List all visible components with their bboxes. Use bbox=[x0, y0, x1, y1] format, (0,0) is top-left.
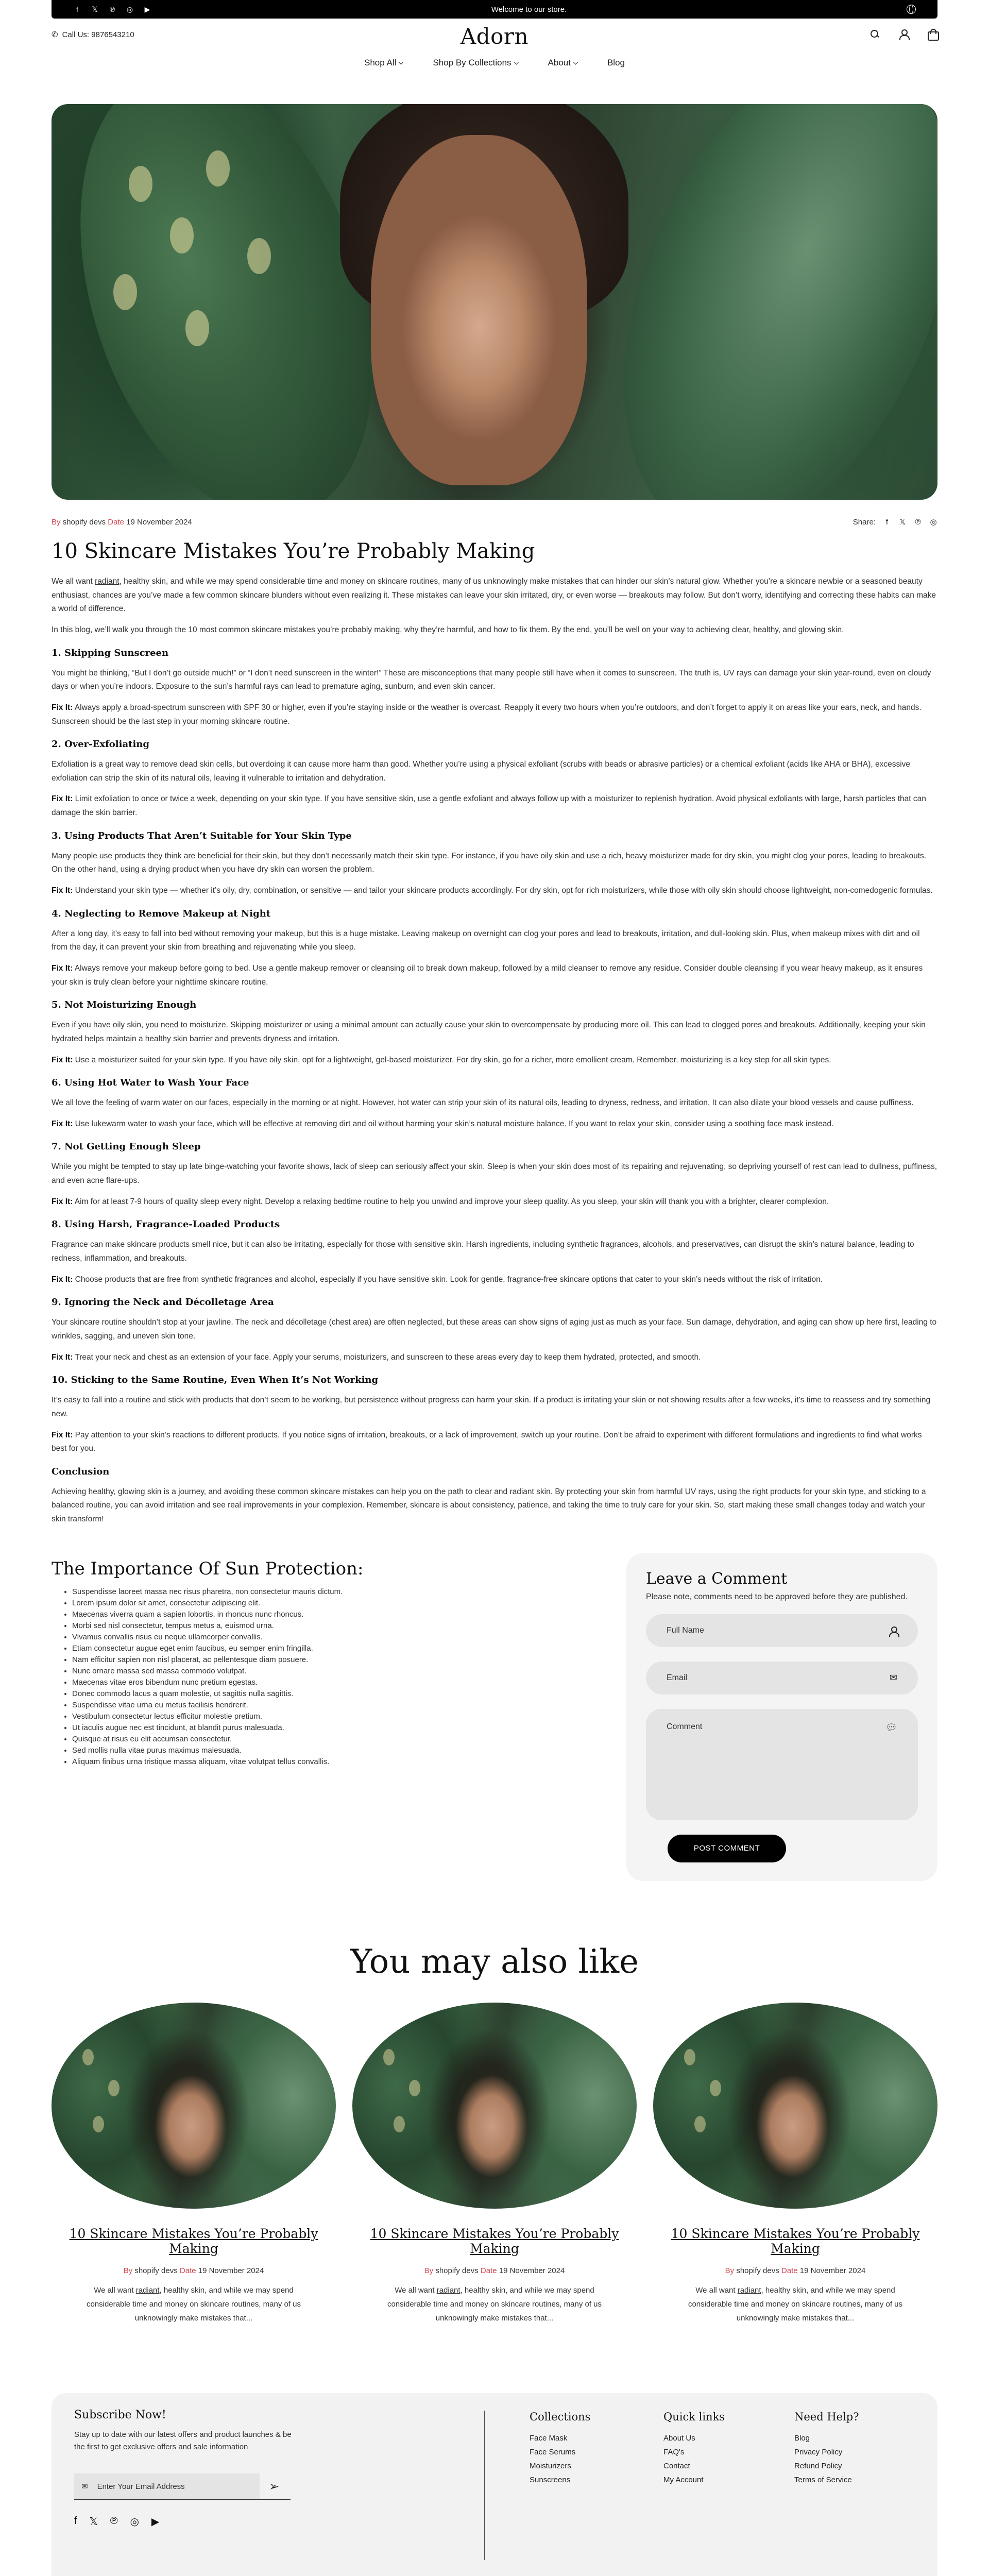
nav-label: Shop By Collections bbox=[433, 58, 511, 67]
store-logo[interactable]: Adorn bbox=[460, 24, 529, 49]
date-label: Date bbox=[179, 2266, 196, 2275]
section-body: Fragrance can make skincare products smell nice, but it can also be irritating, especially for those with sensitive skin. Harsh ingredients, including synthetic fragrances, alcohols, and preservatives, can disrupt the skin’s natural balance, leading to redness, inflammation, and breakouts. bbox=[52, 1240, 914, 1263]
comment-form-title: Leave a Comment bbox=[646, 1569, 788, 1588]
section-heading: 7. Not Getting Enough Sleep bbox=[52, 1141, 201, 1153]
section-heading: 9. Ignoring the Neck and Décolletage Area bbox=[52, 1297, 274, 1308]
fix-label: Fix It: bbox=[52, 1197, 73, 1206]
footer-link[interactable]: Sunscreens bbox=[530, 2475, 571, 2484]
section-fix bbox=[52, 701, 937, 728]
section-heading: 1. Skipping Sunscreen bbox=[52, 647, 169, 658]
post-meta bbox=[653, 2266, 937, 2275]
call-us[interactable] bbox=[52, 30, 134, 39]
share-links bbox=[853, 517, 937, 527]
section-heading: 2. Over-Exfoliating bbox=[52, 739, 149, 750]
instagram-icon[interactable]: ◎ bbox=[126, 5, 133, 13]
subscribe-text: Stay up to date with our latest offers and product launches & be the first to get exclusive offers and sale information bbox=[74, 2430, 292, 2451]
section-heading: 4. Neglecting to Remove Makeup at Night bbox=[52, 908, 271, 919]
radiant-link[interactable]: radiant bbox=[95, 577, 120, 586]
leaf-hole bbox=[113, 274, 137, 310]
post-excerpt bbox=[674, 2283, 917, 2325]
footer-link[interactable]: Face Mask bbox=[530, 2433, 568, 2443]
section-fix bbox=[52, 1117, 937, 1131]
mail-icon: ✉ bbox=[81, 2482, 88, 2492]
facebook-icon[interactable]: f bbox=[885, 517, 889, 527]
collections-title: Collections bbox=[530, 2410, 591, 2423]
excerpt-text: We all want bbox=[94, 2285, 136, 2295]
search-icon[interactable] bbox=[869, 29, 880, 39]
section-body: While you might be tempted to stay up late binge-watching your favorite shows, lack of sleep can seriously affect your skin. Sleep is when your skin does most of its repairing and rejuvenating, so depriving yourself of rest can lead to dullness, puffiness, and even acne flare-ups. bbox=[52, 1162, 937, 1185]
full-name-field[interactable] bbox=[646, 1614, 918, 1647]
leaf-hole bbox=[129, 166, 152, 202]
date-label: Date bbox=[480, 2266, 497, 2275]
chat-bubble-icon: 💬︎ bbox=[885, 1722, 897, 1733]
x-icon[interactable]: 𝕏 bbox=[899, 518, 906, 527]
footer-link[interactable]: Privacy Policy bbox=[794, 2447, 843, 2456]
footer-link[interactable]: Blog bbox=[794, 2433, 810, 2443]
section-body: You might be thinking, “But I don’t go outside much!” or “I don’t need sunscreen in the winter!” These are misconceptions that many people still have when it comes to sunscreen. The truth is, UV rays can damage your skin year-round, even on cloudy days or when you’re indoors. Exposure to the sun’s harmful rays can lead to premature aging, sunburn, and even skin cancer. bbox=[52, 668, 931, 691]
announcement-bar bbox=[52, 0, 937, 19]
fix-text: Understand your skin type — whether it’s oily, dry, combination, or sensitive — and tailor your skincare products accordingly. For dry skin, opt for rich moisturizers, while those with oily skin should choose lightweight, non-comedogenic formulas. bbox=[75, 886, 933, 895]
account-icon[interactable] bbox=[898, 29, 909, 39]
leaf-hole bbox=[383, 2049, 395, 2065]
pinterest-icon[interactable]: ℗ bbox=[109, 5, 115, 13]
footer-link[interactable]: Terms of Service bbox=[794, 2475, 852, 2484]
section-heading: 5. Not Moisturizing Enough bbox=[52, 999, 197, 1011]
instagram-icon[interactable]: ◎ bbox=[130, 2516, 139, 2528]
sun-protection-list bbox=[52, 1586, 582, 1768]
article-intro-2: In this blog, we’ll walk you through the 10 most common skincare mistakes you’re probably making, why they’re harmful, and how to fix them. By the end, you’ll be well on your way to achieving clear, healthy, and glowing skin. bbox=[52, 625, 844, 634]
section-heading: 10. Sticking to the Same Routine, Even When It’s Not Working bbox=[52, 1375, 379, 1386]
section-heading: 6. Using Hot Water to Wash Your Face bbox=[52, 1077, 249, 1089]
author-name: shopify devs bbox=[134, 2266, 178, 2275]
subscribe-title: Subscribe Now! bbox=[74, 2408, 166, 2421]
post-excerpt bbox=[373, 2283, 616, 2325]
post-title[interactable]: 10 Skincare Mistakes You’re Probably Making bbox=[69, 2226, 318, 2256]
mail-icon: ✉ bbox=[889, 1672, 897, 1683]
leaf-hole bbox=[108, 2080, 120, 2096]
email-field[interactable] bbox=[646, 1662, 918, 1694]
list-item: • Maecenas viverra quam a sapien lobortis, in rhoncus nunc rhoncus. bbox=[72, 1609, 582, 1620]
author-name: shopify devs bbox=[62, 517, 106, 527]
section-body: It’s easy to fall into a routine and stick with products that don’t seem to be working, but persistence without progress can harm your skin. If a product is irritating your skin or not showing results after a few weeks, it’s time to reassess and try something new. bbox=[52, 1396, 931, 1418]
fix-text: Use lukewarm water to wash your face, which will be effective at removing dirt and oil without harming your skin’s natural moisture balance. If you want to relax your skin, consider using a soothing face mask instead. bbox=[75, 1119, 834, 1128]
fix-label: Fix It: bbox=[52, 1275, 73, 1284]
site-footer bbox=[52, 2393, 937, 2576]
by-label: By bbox=[52, 517, 61, 527]
fix-label: Fix It: bbox=[52, 794, 73, 804]
fix-label: Fix It: bbox=[52, 1352, 73, 1362]
leaf-hole bbox=[247, 238, 271, 274]
fix-text: Always remove your makeup before going to bed. Use a gentle makeup remover or cleansing oil to break down makeup, followed by a mild cleanser to remove any residue. Consider double cleansing if you wear heavy makeup, as it ensures your skin is truly clean before your nighttime skincare routine. bbox=[52, 963, 923, 987]
x-icon[interactable]: 𝕏 bbox=[92, 5, 98, 13]
footer-collections bbox=[530, 2411, 590, 2487]
section-fix bbox=[52, 1195, 937, 1209]
user-icon bbox=[888, 1626, 897, 1635]
related-posts bbox=[52, 2003, 937, 2325]
author-name: shopify devs bbox=[736, 2266, 779, 2275]
list-item: • Nunc ornare massa sed massa commodo volutpat. bbox=[72, 1666, 582, 1677]
excerpt-text: We all want bbox=[695, 2285, 738, 2295]
by-label: By bbox=[424, 2266, 434, 2275]
date-label: Date bbox=[781, 2266, 798, 2275]
email-placeholder: Email bbox=[667, 1673, 688, 1682]
youtube-icon[interactable]: ▶ bbox=[144, 5, 150, 13]
list-item: • Nam efficitur sapien non nisl placerat, ac pellentesque diam posuere. bbox=[72, 1654, 582, 1666]
post-excerpt bbox=[72, 2283, 315, 2325]
excerpt-text: , healthy skin, and while we may spend considerable time and money on skincare routines, many of us unknowingly make mistakes that... bbox=[387, 2285, 602, 2323]
quick-links-title: Quick links bbox=[663, 2410, 725, 2423]
list-item: • Suspendisse vitae urna eu metus facilisis hendrerit. bbox=[72, 1700, 582, 1711]
list-item: • Sed mollis nulla vitae purus maximus malesuada. bbox=[72, 1745, 582, 1756]
article-intro bbox=[52, 575, 937, 616]
fix-label: Fix It: bbox=[52, 1055, 73, 1064]
post-thumbnail[interactable] bbox=[52, 2003, 336, 2209]
post-comment-button[interactable]: POST COMMENT bbox=[668, 1835, 786, 1862]
date-label: Date bbox=[108, 517, 124, 527]
instagram-icon[interactable]: ◎ bbox=[930, 518, 937, 527]
post-meta bbox=[52, 2266, 336, 2275]
post-title[interactable]: 10 Skincare Mistakes You’re Probably Making bbox=[671, 2226, 920, 2256]
author-name: shopify devs bbox=[435, 2266, 479, 2275]
post-thumbnail[interactable] bbox=[352, 2003, 637, 2209]
section-fix bbox=[52, 1429, 937, 1456]
help-title: Need Help? bbox=[794, 2410, 859, 2423]
comment-form bbox=[626, 1553, 937, 1881]
leaf-hole bbox=[82, 2049, 94, 2065]
fix-text: Pay attention to your skin’s reactions to different products. If you notice signs of irritation, breakouts, or a lack of improvement, switch up your routine. Don’t be afraid to experiment with different formulations and ingredients to find what works best for you. bbox=[52, 1430, 922, 1453]
conclusion-heading: Conclusion bbox=[52, 1466, 110, 1477]
pinterest-icon[interactable]: ℗ bbox=[915, 517, 921, 527]
list-item: • Morbi sed nisl consectetur, tempus metus a, euismod urna. bbox=[72, 1620, 582, 1632]
youtube-icon[interactable]: ▶ bbox=[151, 2516, 160, 2528]
pinterest-icon[interactable]: ℗ bbox=[110, 2515, 118, 2527]
share-label: Share: bbox=[852, 517, 876, 527]
sun-protection-title: The Importance Of Sun Protection: bbox=[52, 1558, 364, 1579]
newsletter bbox=[74, 2409, 321, 2528]
hero-image bbox=[52, 104, 937, 500]
section-body: Many people use products they think are beneficial for their skin, but they don’t necessarily match their skin type. For instance, if you have oily skin and use a rich, heavy moisturizer made for dry skin, you might clog your pores, leading to breakouts. On the other hand, using a drying product when you have dry skin can worsen the problem. bbox=[52, 851, 927, 874]
newsletter-email-input[interactable] bbox=[74, 2473, 260, 2499]
post-title[interactable]: 10 Skincare Mistakes You’re Probably Making bbox=[370, 2226, 619, 2256]
related-post-card[interactable] bbox=[352, 2003, 637, 2325]
fix-label: Fix It: bbox=[52, 703, 73, 712]
list-item: • Etiam consectetur augue eget enim faucibus, eu semper enim fringilla. bbox=[72, 1643, 582, 1654]
section-fix bbox=[52, 962, 937, 989]
sun-protection bbox=[52, 1553, 582, 1881]
section-body: Exfoliation is a great way to remove dead skin cells, but overdoing it can cause more harm than good. Whether you’re using a physical exfoliant (scrubs with beads or abrasive particles) or a chemical exfoliant (acids like AHA or BHA), excessive exfoliation can strip the skin of its natural oils, leaving it vulnerable to irritation and dehydration. bbox=[52, 760, 911, 783]
list-item: • Vestibulum consectetur lectus efficitur molestie pretium. bbox=[72, 1711, 582, 1722]
section-fix bbox=[52, 1054, 937, 1067]
nav-label: Shop All bbox=[364, 58, 397, 67]
post-thumbnail[interactable] bbox=[653, 2003, 937, 2209]
fix-text: Treat your neck and chest as an extension of your face. Apply your serums, moisturizers, and sunscreen to these areas every day to keep them hydrated, protected, and smooth. bbox=[75, 1352, 701, 1362]
intro-text: We all want bbox=[52, 577, 95, 586]
x-icon[interactable]: 𝕏 bbox=[89, 2516, 98, 2528]
article-meta bbox=[52, 517, 937, 527]
article-date: 19 November 2024 bbox=[126, 517, 192, 527]
lower-section bbox=[52, 1553, 937, 1881]
post-date: 19 November 2024 bbox=[198, 2266, 264, 2275]
phone-icon: ✆ bbox=[52, 30, 58, 39]
footer-link[interactable]: Face Serums bbox=[530, 2447, 576, 2456]
leaf-hole bbox=[185, 310, 209, 346]
facebook-icon[interactable]: f bbox=[76, 5, 78, 13]
leaf-hole bbox=[394, 2116, 405, 2132]
facebook-icon[interactable]: f bbox=[74, 2515, 77, 2527]
footer-link[interactable]: About Us bbox=[663, 2433, 695, 2443]
fix-label: Fix It: bbox=[52, 963, 73, 973]
section-heading: 3. Using Products That Aren’t Suitable for Your Skin Type bbox=[52, 830, 352, 841]
footer-link[interactable]: Moisturizers bbox=[530, 2461, 571, 2470]
top-social-links bbox=[73, 5, 151, 13]
author-date bbox=[52, 518, 192, 527]
post-date: 19 November 2024 bbox=[799, 2266, 866, 2275]
fix-label: Fix It: bbox=[52, 1119, 73, 1128]
conclusion-text: Achieving healthy, glowing skin is a journey, and avoiding these common skincare mistakes can help you on the path to clear and radiant skin. By protecting your skin from harmful UV rays, using the right products for your skin type, and sticking to a balanced routine, you can avoid irritation and see real improvements in your complexion. Remember, skincare is about consistency, patience, and taking the time to truly care for your skin. So, start making these small changes today and watch your skin transform! bbox=[52, 1487, 926, 1524]
announcement-text: Welcome to our store. bbox=[491, 5, 567, 14]
fix-text: Limit exfoliation to once or twice a week, depending on your skin type. If you have sensitive skin, use a gentle exfoliant and always follow up with a moisturizer to replenish hydration. Avoid physical exfoliants with large, harsh particles that can damage the skin barrier. bbox=[52, 794, 926, 818]
footer-link[interactable]: FAQ's bbox=[663, 2447, 685, 2456]
article-body bbox=[52, 539, 937, 1527]
intro-text: , healthy skin, and while we may spend considerable time and money on skincare routines, many of us unknowingly make mistakes that can hinder our skin’s natural glow. Whether you’re a skincare newbie or a seasoned beauty enthusiast, chances are you’ve made a few common skincare blunders without even realizing it. These mistakes can leave your skin irritated, dry, or even worse — breakouts may follow. But don’t worry, identifying and correcting these habits can make a world of difference. bbox=[52, 577, 936, 614]
post-meta bbox=[352, 2266, 637, 2275]
footer-link[interactable]: My Account bbox=[663, 2475, 704, 2484]
leaf-hole bbox=[684, 2049, 695, 2065]
related-post-card[interactable] bbox=[653, 2003, 937, 2325]
list-item: • Suspendisse laoreet massa nec risus pharetra, non consectetur mauris dictum. bbox=[72, 1586, 582, 1598]
by-label: By bbox=[123, 2266, 133, 2275]
leaf-hole bbox=[170, 217, 194, 253]
fix-text: Use a moisturizer suited for your skin type. If you have oily skin, opt for a lightweight, gel-based moisturizer. For dry skin, go for a richer, more emollient cream. Remember, moisturizing is a key step for all skin types. bbox=[75, 1055, 831, 1064]
email-placeholder: Enter Your Email Address bbox=[97, 2482, 185, 2491]
section-body: Your skincare routine shouldn’t stop at your jawline. The neck and décolletage (chest area) are often neglected, but these areas can show signs of aging just as much as your face. Sun damage, dehydration, and aging can show up here first, leading to wrinkles, sagging, and uneven skin tone. bbox=[52, 1318, 937, 1341]
face-shape bbox=[371, 135, 587, 485]
excerpt-text: , healthy skin, and while we may spend considerable time and money on skincare routines, many of us unknowingly make mistakes that... bbox=[688, 2285, 903, 2323]
by-label: By bbox=[725, 2266, 735, 2275]
list-item: • Quisque at risus eu elit accumsan consectetur. bbox=[72, 1734, 582, 1745]
fix-text: Aim for at least 7-9 hours of quality sleep every night. Develop a relaxing bedtime routine to help you unwind and improve your sleep quality. As you sleep, your skin will thank you with a brighter, clearer complexion. bbox=[74, 1197, 829, 1206]
leaf-hole bbox=[710, 2080, 721, 2096]
comment-placeholder: Comment bbox=[667, 1722, 703, 1731]
radiant-link[interactable]: radiant bbox=[135, 2285, 160, 2295]
call-us-label: Call Us: 9876543210 bbox=[62, 30, 134, 39]
footer-divider bbox=[484, 2411, 485, 2560]
section-fix bbox=[52, 1273, 937, 1287]
leaf-hole bbox=[409, 2080, 420, 2096]
footer-link[interactable]: Contact bbox=[663, 2461, 690, 2470]
section-heading: 8. Using Harsh, Fragrance-Loaded Products bbox=[52, 1219, 280, 1230]
post-date: 19 November 2024 bbox=[499, 2266, 565, 2275]
leaf-hole bbox=[206, 150, 230, 187]
site-header bbox=[52, 19, 937, 61]
related-title: You may also like bbox=[350, 1942, 639, 1981]
section-body: After a long day, it’s easy to fall into bed without removing your makeup, but this is a huge mistake. Leaving makeup on overnight can clog your pores and lead to breakouts, irritation, and dull-looking skin. Plus, when makeup mixes with dirt and oil from the day, it can prevent your skin from breathing and rejuvenating while you sleep. bbox=[52, 929, 920, 952]
list-item: • Aliquam finibus urna tristique massa aliquam, vitae volutpat tellus convallis. bbox=[72, 1756, 582, 1768]
section-fix bbox=[52, 792, 937, 820]
section-body: We all love the feeling of warm water on our faces, especially in the morning or at night. However, hot water can strip your skin of its natural oils, leading to dryness, redness, and irritation. It can also dilate your blood vessels and cause puffiness. bbox=[52, 1098, 914, 1108]
section-fix bbox=[52, 884, 937, 898]
excerpt-text: , healthy skin, and while we may spend considerable time and money on skincare routines, many of us unknowingly make mistakes that... bbox=[86, 2285, 301, 2323]
fix-label: Fix It: bbox=[52, 886, 73, 895]
send-icon[interactable]: ➢ bbox=[269, 2479, 280, 2494]
full-name-placeholder: Full Name bbox=[667, 1625, 704, 1635]
footer-help bbox=[794, 2411, 859, 2487]
list-item: • Lorem ipsum dolor sit amet, consectetur adipiscing elit. bbox=[72, 1598, 582, 1609]
newsletter-form bbox=[74, 2474, 291, 2500]
section-fix bbox=[52, 1351, 937, 1365]
leaf-hole bbox=[93, 2116, 104, 2132]
fix-text: Choose products that are free from synthetic fragrances and alcohol, especially if you have sensitive skin. Look for gentle, fragrance-free skincare options that cater to your skin’s needs without the risk of irritation. bbox=[75, 1275, 823, 1284]
radiant-link[interactable]: radiant bbox=[436, 2285, 461, 2295]
nav-label: About bbox=[548, 58, 571, 67]
radiant-link[interactable]: radiant bbox=[737, 2285, 761, 2295]
section-body: Even if you have oily skin, you need to moisturize. Skipping moisturizer or using a minimal amount can actually cause your skin to overcompensate by producing more oil. This can lead to clogged pores and breakouts. Additionally, keeping your skin hydrated helps maintain a healthy skin barrier and prevents dryness and irritation. bbox=[52, 1021, 926, 1043]
list-item: • Ut iaculis augue nec est tincidunt, at blandit purus malesuada. bbox=[72, 1722, 582, 1734]
related-post-card[interactable] bbox=[52, 2003, 336, 2325]
cart-icon[interactable] bbox=[927, 29, 937, 39]
list-item: • Vivamus convallis risus eu neque ullamcorper convallis. bbox=[72, 1632, 582, 1643]
list-item: • Maecenas vitae eros bibendum nunc pretium egestas. bbox=[72, 1677, 582, 1688]
header-icons bbox=[869, 29, 937, 39]
fix-text: Always apply a broad-spectrum sunscreen with SPF 30 or higher, even if you’re staying inside or the weather is overcast. Reapply it every two hours when you’re outdoors, and don’t forget to apply it on areas like your ears, neck, and hands. Sunscreen should be the last step in your morning skincare routine. bbox=[52, 703, 922, 726]
globe-icon[interactable] bbox=[907, 5, 916, 14]
leaf-hole bbox=[694, 2116, 706, 2132]
footer-social-links bbox=[74, 2515, 321, 2528]
article-title: 10 Skincare Mistakes You’re Probably Making bbox=[52, 539, 535, 563]
comment-form-note: Please note, comments need to be approved before they are published. bbox=[646, 1592, 908, 1601]
footer-quick-links bbox=[663, 2411, 725, 2487]
excerpt-text: We all want bbox=[395, 2285, 437, 2295]
fix-label: Fix It: bbox=[52, 1430, 73, 1439]
comment-textarea[interactable] bbox=[646, 1709, 918, 1820]
list-item: • Donec commodo lacus a quam molestie, ut sagittis nulla sagittis. bbox=[72, 1688, 582, 1700]
footer-link[interactable]: Refund Policy bbox=[794, 2461, 842, 2470]
nav-label: Blog bbox=[607, 58, 625, 67]
